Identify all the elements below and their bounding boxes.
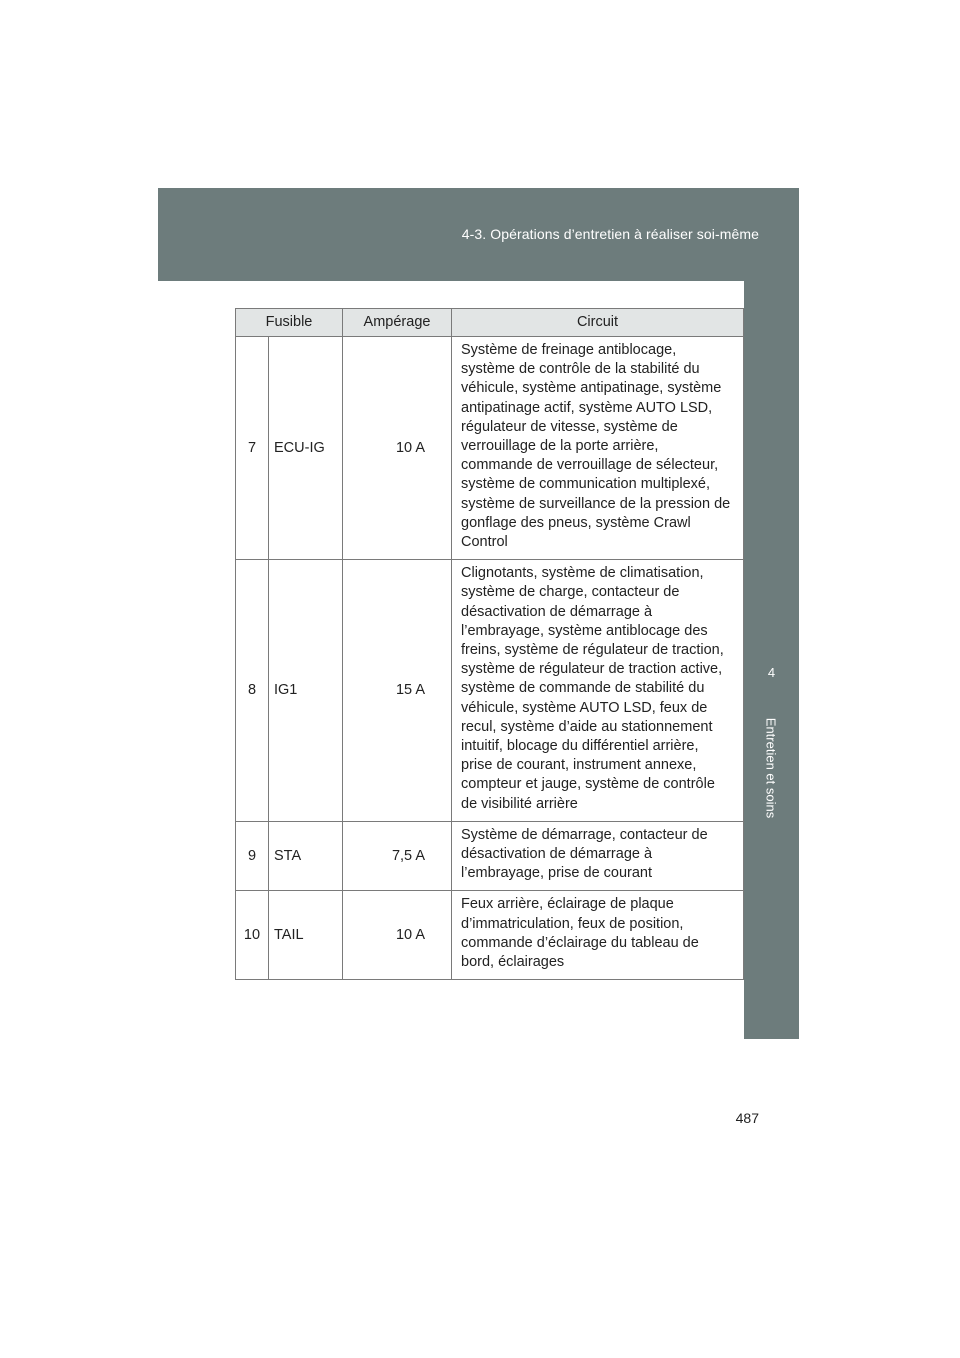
- table-row: [236, 337, 744, 560]
- fuse-amperage: 10 A: [343, 891, 452, 980]
- table-row: [236, 560, 744, 822]
- page-number: 487: [735, 1110, 759, 1126]
- chapter-label: Entretien et soins: [763, 717, 779, 819]
- fuse-number: 10: [236, 891, 269, 980]
- fuse-number: 8: [236, 560, 269, 822]
- fuse-name: STA: [269, 821, 343, 891]
- fuse-table: [235, 308, 744, 980]
- chapter-side-tab: [744, 281, 799, 1039]
- fuse-circuit: Feux arrière, éclairage de plaque d’immatriculation, feux de position, commande d’éclairage du tableau de bord, éclairages: [452, 891, 744, 980]
- col-header-amperage: Ampérage: [343, 309, 452, 337]
- fuse-name: TAIL: [269, 891, 343, 980]
- fuse-name: ECU-IG: [269, 337, 343, 560]
- fuse-name: IG1: [269, 560, 343, 822]
- table-row: [236, 891, 744, 980]
- col-header-circuit: Circuit: [452, 309, 744, 337]
- fuse-circuit: Clignotants, système de climatisation, système de charge, contacteur de désactivation de démarrage à l’embrayage, système antiblocage des freins, système de régulateur de traction, système de régulateur de traction active, système de commande de stabilité du véhicule, système AUTO LSD, feux de recul, système d’aide au stationnement intuitif, blocage du différentiel arrière, prise de courant, instrument annexe, compteur et jauge, système de contrôle de visibilité arrière: [452, 560, 744, 822]
- col-header-fuse: Fusible: [236, 309, 343, 337]
- fuse-circuit: Système de freinage antiblocage, système de contrôle de la stabilité du véhicule, système antipatinage, système antipatinage actif, système AUTO LSD, régulateur de vitesse, système de verrouillage de la porte arrière, commande de verrouillage de sélecteur, système de communication multiplexé, système de surveillance de la pression de gonflage des pneus, système Crawl Control: [452, 337, 744, 560]
- fuse-amperage: 15 A: [343, 560, 452, 822]
- header-band: [158, 188, 799, 281]
- fuse-amperage: 7,5 A: [343, 821, 452, 891]
- fuse-number: 7: [236, 337, 269, 560]
- fuse-number: 9: [236, 821, 269, 891]
- fuse-amperage: 10 A: [343, 337, 452, 560]
- table-header-row: [236, 309, 744, 337]
- chapter-number: 4: [767, 665, 776, 680]
- section-title: 4-3. Opérations d’entretien à réaliser soi-même: [461, 226, 759, 242]
- fuse-circuit: Système de démarrage, contacteur de désactivation de démarrage à l’embrayage, prise de courant: [452, 821, 744, 891]
- table-row: [236, 821, 744, 891]
